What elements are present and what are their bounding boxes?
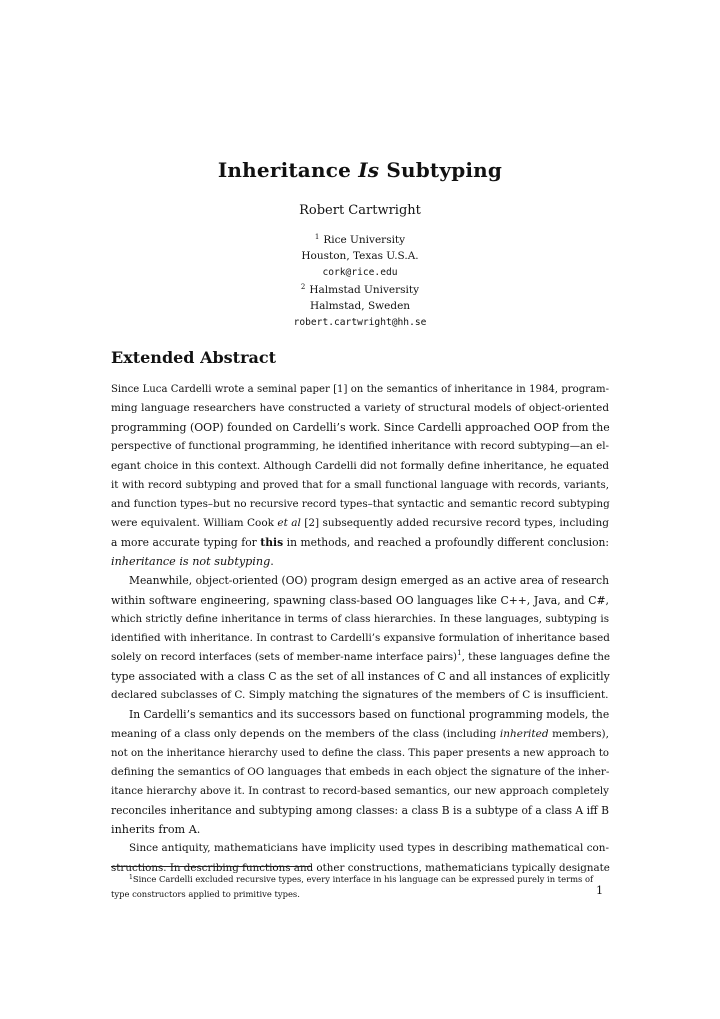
page-number: 1	[596, 884, 604, 897]
paragraph-1-line-9: a more accurate typing for this in methods, and reached a profoundly different conclusion:	[111, 536, 609, 550]
paragraph-1-line-1: Since Luca Cardelli wrote a seminal paper [1] on the semantics of inheritance in 1984, program-	[111, 384, 609, 395]
paragraph-1-line-5: egant choice in this context. Although Cardelli did not formally define inheritance, he equated	[111, 459, 609, 472]
affiliation-1-address: Houston, Texas U.S.A.	[301, 249, 419, 262]
footnote-mark: 1	[129, 874, 133, 881]
paragraph-1-line-8: were equivalent. William Cook et al [2] subsequently added recursive record types, including	[111, 516, 610, 529]
affiliation-1-email: cork@rice.edu	[322, 266, 398, 278]
paragraph-3-line-4: defining the semantics of OO languages that embeds in each object the signature of the inher-	[111, 765, 610, 778]
paragraph-2-line-3: which strictly define inheritance in terms of class hierarchies. In these languages, subtyping is	[111, 612, 609, 625]
affiliation-2-address: Halmstad, Sweden	[309, 300, 411, 313]
paragraph-1-line-7: and function types–but no recursive record types–that syntactic and semantic record subtyping	[111, 497, 610, 510]
title-emphasis: Is	[358, 158, 380, 182]
footnote-line-2: type constructors applied to primitive types.	[111, 889, 300, 899]
emphasis: et al	[277, 516, 301, 529]
paragraph-1-line-6: it with record subtyping and proved that for a small functional language with records, variants,	[111, 479, 609, 491]
paragraph-1-line-2: ming language researchers have constructed a variety of structural models of object-oriented	[111, 402, 609, 415]
affiliation-1-mark: 1	[314, 233, 320, 241]
paragraph-1-line-3: programming (OOP) founded on Cardelli’s work. Since Cardelli approached OOP from the	[111, 421, 610, 435]
title-prefix: Inheritance	[217, 158, 359, 182]
paragraph-2-line-6: type associated with a class C as the set of all instances of C and all instances of explicitly	[111, 670, 610, 684]
section-heading: Extended Abstract	[111, 348, 276, 367]
keyword-this: this	[260, 536, 284, 550]
paragraph-3-line-1: In Cardelli’s semantics and its successors based on functional programming models, the	[129, 708, 610, 722]
footnote-rule	[111, 866, 311, 867]
paragraph-4-line-2: structions. In describing functions and other constructions, mathematicians typically designate	[111, 861, 610, 874]
abstract-body	[111, 380, 609, 878]
paragraph-3-line-3: not on the inheritance hierarchy used to define the class. This paper presents a new approach to	[111, 747, 609, 759]
title-suffix: Subtyping	[379, 158, 503, 182]
paragraph-3-line-5: itance hierarchy above it. In contrast to record-based semantics, our new approach completely	[111, 784, 609, 797]
paragraph-1-line-10: inheritance is not subtyping.	[111, 555, 274, 569]
paragraph-3-line-7: inherits from A.	[111, 823, 201, 837]
affiliation-2-name: $^2$ Halmstad University	[300, 283, 420, 297]
paragraph-1-line-4: perspective of functional programming, he identified inheritance with record subtyping—an el-	[111, 440, 609, 453]
paragraph-4-line-1: Since antiquity, mathematicians have implicity used types in describing mathematical con-	[129, 842, 609, 855]
paragraph-2-line-1: Meanwhile, object-oriented (OO) program design emerged as an active area of research	[129, 574, 609, 588]
paragraph-3-line-2: meaning of a class only depends on the members of the class (including inherited members),	[111, 727, 609, 740]
author-name: Robert Cartwright	[299, 203, 421, 218]
emphasis: inheritance is not subtyping	[111, 555, 271, 569]
affiliation-2-email: robert.cartwright@hh.se	[293, 316, 427, 328]
emphasis: inherited	[499, 727, 549, 740]
affiliations	[0, 230, 720, 331]
paragraph-2-line-4: identified with inheritance. In contrast to Cardelli’s expansive formulation of inheritance based	[111, 631, 610, 644]
paragraph-2-line-7: declared subclasses of C. Simply matching the signatures of the members of C is insufficient.	[111, 689, 609, 702]
paragraph-2-line-2: within software engineering, spawning class-based OO languages like C++, Java, and C#,	[111, 593, 609, 607]
paragraph-3-line-6: reconciles inheritance and subtyping among classes: a class B is a subtype of a class A iff B	[111, 804, 609, 818]
footnote-line-1: $^1$Since Cardelli excluded recursive types, every interface in his language can be expressed purely in terms of	[129, 874, 594, 884]
affiliation-1-name: $^1$ Rice University	[314, 233, 406, 246]
paper-title	[0, 158, 720, 182]
footnote	[111, 870, 609, 902]
affiliation-2-mark: 2	[300, 283, 306, 292]
paragraph-2-line-5: solely on record interfaces (sets of member-name interface pairs)$^1$, these languages define the	[111, 648, 611, 663]
footnote-ref: 1	[457, 648, 462, 657]
